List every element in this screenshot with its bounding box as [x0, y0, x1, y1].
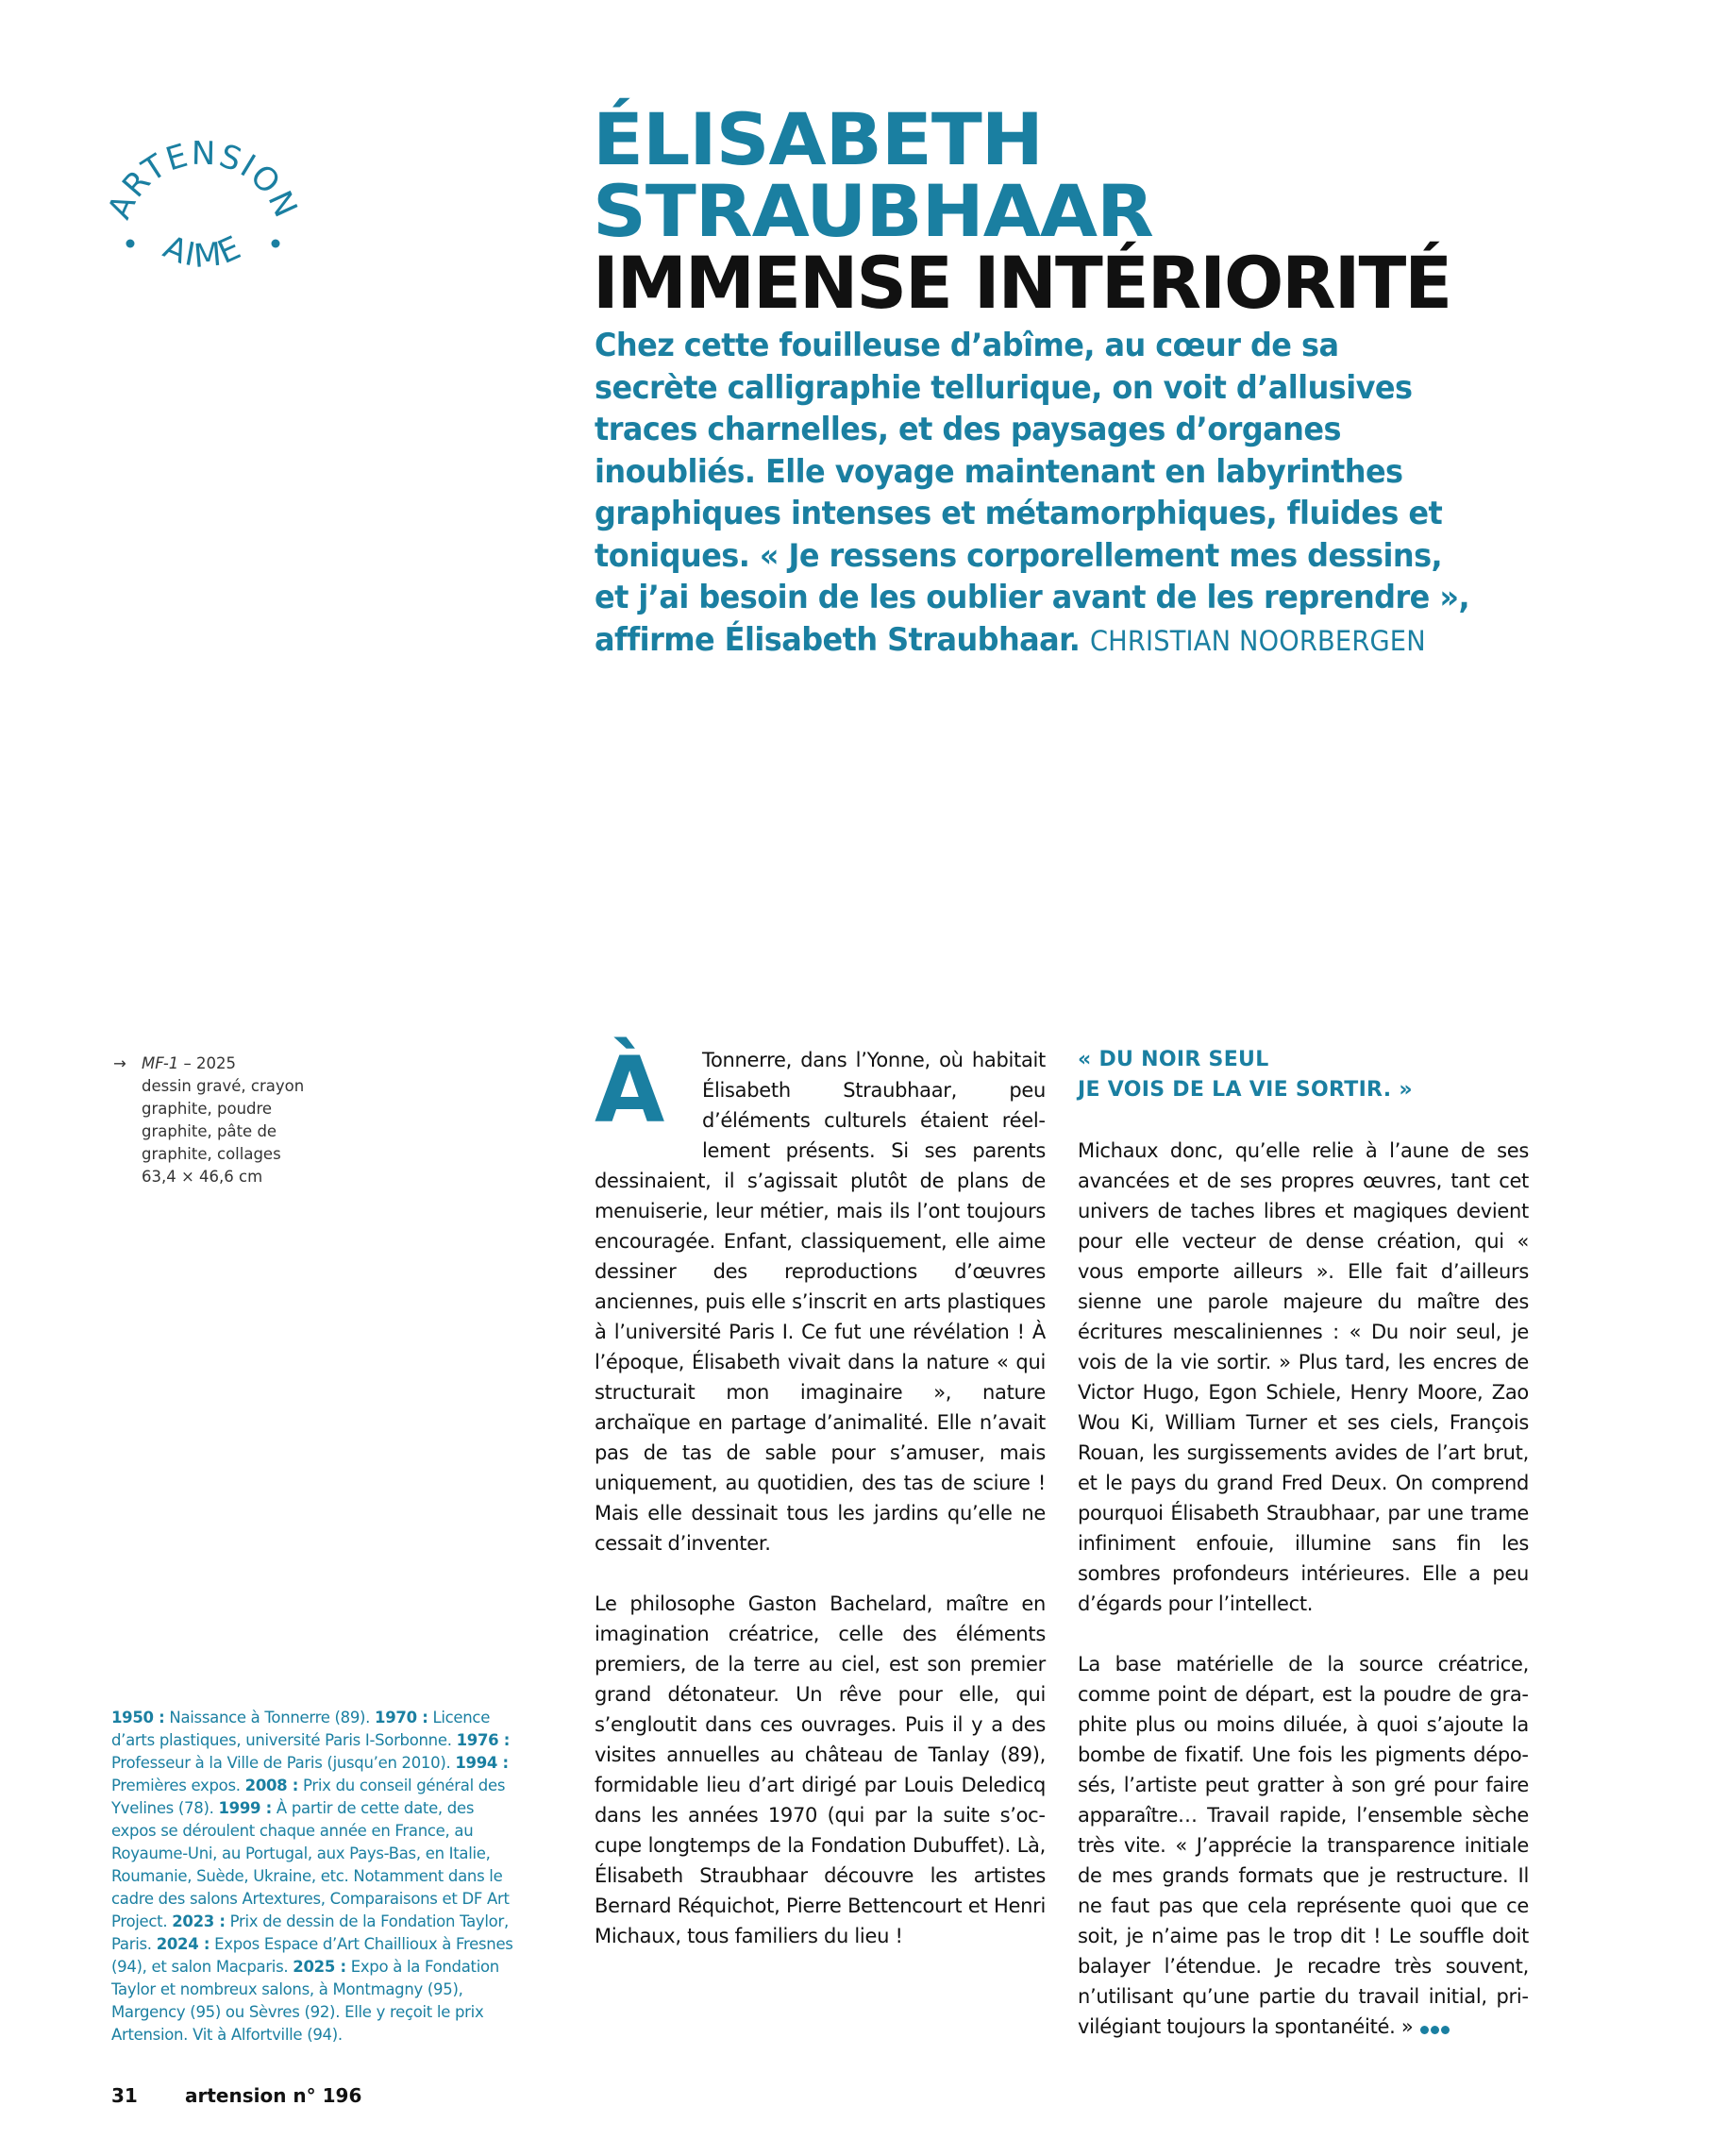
bio-year: 1999 :	[218, 1799, 272, 1817]
bio-year: 2025 :	[293, 1958, 346, 1976]
artwork-title: MF-1	[142, 1054, 179, 1072]
article-lede	[595, 325, 1473, 662]
artension-aime-logo	[99, 102, 307, 310]
logo-dot-right	[272, 240, 280, 248]
logo-bottom-text: AIME	[158, 227, 248, 277]
caption-line: graphite, pâte de	[142, 1122, 277, 1140]
author-byline: CHRISTIAN NOORBERGEN	[1089, 624, 1426, 657]
end-of-article-dots-icon	[1420, 2013, 1451, 2043]
lede-line: Chez cette fouilleuse d’abîme, au cœur de sa	[595, 327, 1339, 364]
bio-text: Naissance à Tonnerre (89).	[164, 1709, 376, 1726]
bio-year: 2023 :	[172, 1912, 226, 1930]
arrow-right-icon: →	[113, 1054, 126, 1072]
article-paragraph: Le philosophe Gaston Bachelard, maître en imagination créatrice, celle des éléments premiers, de la terre au ciel, est son premier grand détonateur. Un rêve pour elle, qui s’engloutit dans ces ouvrages. Puis il y a des visites annuelles au château de Tanlay (89), formidable lieu d’art dirigé par Louis Deledicq dans les années 1970 (qui par la suite s’occupe longtemps de la Fondation Dubuffet). Là, Élisabeth Straubhaar découvre les artistes Bernard Réquichot, Pierre Bettencourt et Henri Michaux, tous familiers du lieu !	[595, 1592, 1046, 1947]
caption-line: dessin gravé, crayon	[142, 1077, 305, 1095]
bio-year: 1950 :	[111, 1709, 165, 1726]
lede-line: toniques. « Je ressens corporellement mes dessins,	[595, 536, 1443, 575]
drop-cap: À	[595, 1037, 664, 1143]
caption-line: graphite, collages	[142, 1145, 281, 1163]
bio-text: Premières expos.	[111, 1777, 245, 1794]
artist-name-line2: STRAUBHAAR	[593, 169, 1153, 253]
lede-line: et j’ai besoin de les oublier avant de les reprendre »,	[595, 579, 1470, 616]
caption-title-line	[142, 1053, 330, 1075]
artwork-caption	[113, 1053, 330, 1188]
bio-text: Licence d’arts plastiques, université Paris I-Sorbonne.	[111, 1709, 491, 1749]
page-footer	[111, 2084, 361, 2107]
article-paragraph	[1078, 1649, 1529, 2043]
bio-text: Expos Espace d’Art Chaillioux à Fresnes (94), et salon Macparis.	[111, 1935, 513, 1976]
logo-dot-left	[126, 240, 135, 248]
bio-year: 1976 :	[456, 1731, 511, 1749]
bio-year: 2008 :	[244, 1777, 299, 1794]
paragraph-text: La base matérielle de la source créatrice, comme point de départ, est la poudre de graphite plus ou moins diluée, à quoi s’ajoute la bombe de fixatif. Une fois les pigments déposés, l’artiste peut gratter à son gré pour faire apparaître… Travail rapide, l’ensemble sèche très vite. « J’apprécie la transparence initiale de mes grands formats que je restructure. Il ne faut pas que cela représente quoi que ce soit, je n’aime pas le trop dit ! Le souffle doit balayer l’étendue. Je recadre très souvent, n’utilisant qu’une partie du travail initial, privilégiant toujours la spontanéité. »	[1078, 1653, 1529, 2038]
bio-text: Expo à la Fondation Taylor et nombreux salons, à Montmagny (95), Margency (95) ou Sèvres (92). Elle y reçoit le prix Artension. Vit à Alfortville (94).	[111, 1958, 499, 2044]
bio-year: 1970 :	[375, 1709, 428, 1726]
page-number: 31	[111, 2084, 138, 2107]
bio-text: À partir de cette date, des expos se déroulent chaque année en France, au Royaume-Uni, au Portugal, aux Pays-Bas, en Italie, Roumanie, Suède, Ukraine, etc. Notamment dans le cadre des salons Artextures, Comparaisons et DF Art Project.	[111, 1799, 510, 1930]
lede-line: traces charnelles, et des paysages d’organes	[595, 411, 1341, 448]
article-column-2	[1078, 1045, 1529, 2073]
article-paragraph: Michaux donc, qu’elle relie à l’aune de ses avancées et de ses propres œuvres, tant cet univers de taches libres et magiques devient pour elle vecteur de dense création, qui « vous emporte ailleurs ». Elle fait d’ailleurs sienne une parole majeure du maître des écritures mescaliniennes : « Du noir seul, je vois de la vie sortir. » Plus tard, les encres de Victor Hugo, Egon Schiele, Henry Moore, Zao Wou Ki, William Turner et ses ciels, François Rouan, les surgissements avides de l’art brut, et le pays du grand Fred Deux. On comprend pourquoi Élisabeth Straubhaar, par une trame infiniment enfouie, illumine sans fin les sombres profondeurs intérieures. Elle a peu d’égards pour l’intellect.	[1078, 1139, 1529, 1615]
artwork-year: – 2025	[178, 1054, 237, 1072]
lede-line: secrète calligraphie tellurique, on voit d’allusives	[595, 368, 1413, 407]
bio-text: Prix du conseil général des Yvelines (78).	[111, 1777, 506, 1817]
bio-text: Prix de dessin de la Fondation Taylor, Paris.	[111, 1912, 509, 1953]
lede-line: inoubliés. Elle voyage maintenant en labyrinthes	[595, 452, 1403, 491]
article-column-1	[595, 1037, 1046, 1981]
lede-line: graphiques intenses et métamorphiques, fluides et	[595, 495, 1443, 532]
logo-top-text: ARTENSION	[100, 134, 306, 225]
lede-last-line: affirme Élisabeth Straubhaar.	[595, 620, 1081, 659]
bio-text: Professeur à la Ville de Paris (jusqu’en 2010).	[111, 1754, 456, 1772]
bio-year: 2024 :	[156, 1935, 210, 1953]
pull-quote	[1078, 1045, 1529, 1105]
caption-dimensions: 63,4 × 46,6 cm	[142, 1168, 263, 1186]
artist-biography	[111, 1707, 517, 2047]
lede-line	[595, 619, 1473, 663]
pull-quote-line: « DU NOIR SEUL	[1078, 1048, 1269, 1071]
magazine-issue: artension n° 196	[185, 2084, 362, 2107]
artist-name-line1: ÉLISABETH	[593, 97, 1043, 181]
article-headline	[593, 97, 1536, 325]
paragraph-text: Tonnerre, dans l’Yonne, où habitait Élisabeth Straubhaar, peu d’éléments culturels étaient réellement présents. Si ses parents dessinaient, il s’agissait plutôt de plans de menuiserie, leur métier, mais ils l’ont toujours encouragée. Enfant, classiquement, elle aime dessiner des reproductions d’œuvres anciennes, puis elle s’inscrit en arts plastiques à l’université Paris I. Ce fut une révélation ! À l’époque, Élisabeth vivait dans la nature « qui structurait mon imaginaire », nature archaïque en partage d’animalité. Elle n’avait pas de tas de sable pour s’amuser, mais uniquement, au quotidien, des tas de sciure ! Mais elle dessinait tous les jardins qu’elle ne cessait d’inventer.	[595, 1049, 1046, 1555]
article-paragraph	[595, 1037, 1046, 1558]
caption-line: graphite, poudre	[142, 1100, 273, 1118]
article-subtitle: IMMENSE INTÉRIORITÉ	[593, 241, 1451, 325]
bio-year: 1994 :	[455, 1754, 509, 1772]
pull-quote-line: JE VOIS DE LA VIE SORTIR. »	[1078, 1078, 1413, 1102]
